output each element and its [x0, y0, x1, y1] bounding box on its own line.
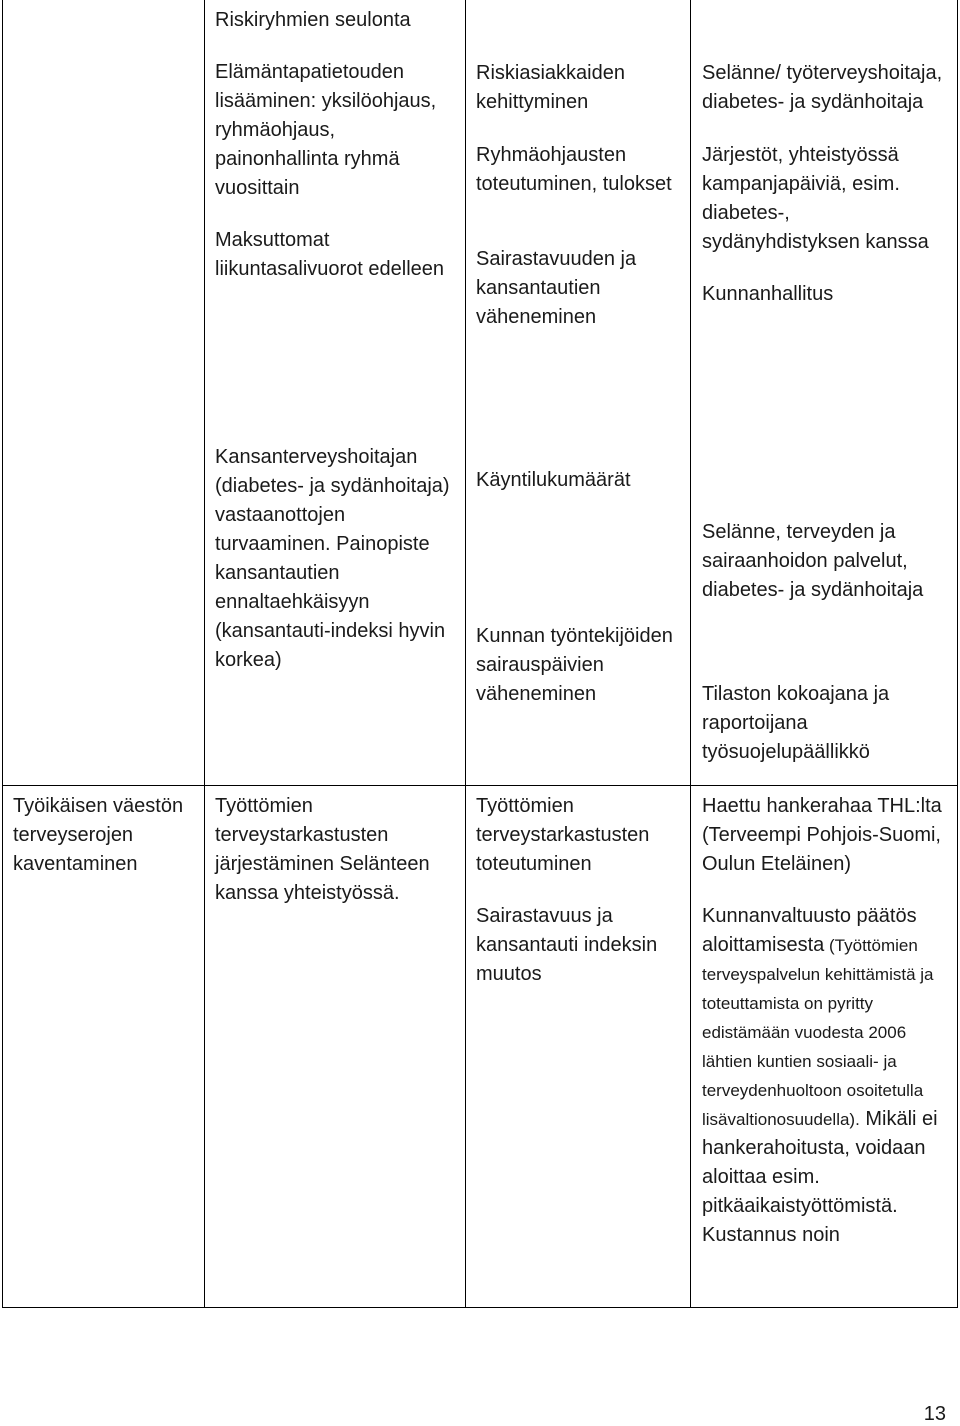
- table-cell-r3-c4: [702, 792, 952, 1250]
- table-border-left: [2, 0, 3, 1308]
- cell-paragraph: [702, 902, 952, 1250]
- table-cell-r2-c3: [476, 466, 681, 709]
- cell-paragraph: Maksuttomat liikuntasalivuorot edelleen: [215, 229, 445, 280]
- table-cell-r1-c4: [702, 59, 952, 309]
- cell-paragraph: Riskiryhmien seulonta: [215, 9, 411, 31]
- cell-paragraph: Järjestöt, yhteistyössä kampanjapäiviä, esim. diabetes-, sydänyhdistyksen kanssa: [702, 144, 929, 253]
- cell-paragraph: Haettu hankerahaa THL:lta (Terveempi Pohjois-Suomi, Oulun Eteläinen): [702, 795, 942, 875]
- table-cell-r3-c3: [476, 792, 681, 989]
- cell-paragraph: Tilaston kokoajana ja raportoijana työsuojelupäällikkö: [702, 683, 890, 763]
- cell-paragraph: Työttömien terveystarkastusten järjestäminen Selänteen kanssa yhteistyössä.: [215, 795, 430, 904]
- cell-paragraph: Ryhmäohjausten toteutuminen, tulokset: [476, 144, 672, 195]
- cell-text-small: (Työttömien terveyspalvelun kehittämistä ja toteuttamista on pyritty edistämään vuodesta 2006 lähtien kuntien sosiaali- ja terveydenhuoltoon osoitetulla lisävaltionosuudella).: [702, 936, 934, 1129]
- table-border-col2: [204, 0, 205, 1308]
- table-row-divider: [2, 785, 958, 786]
- cell-paragraph: Työttömien terveystarkastusten toteutuminen: [476, 795, 650, 875]
- page-number: 13: [923, 1403, 946, 1425]
- table-cell-r3-c1: [13, 792, 198, 879]
- cell-text: Kunnanvaltuusto päätös aloittamisesta: [702, 905, 917, 956]
- table-cell-r2-c4: [702, 518, 952, 767]
- table-border-right: [957, 0, 958, 1308]
- table-cell-r1-c2: [215, 6, 455, 284]
- cell-paragraph: Kansanterveyshoitajan (diabetes- ja sydänhoitaja) vastaanottojen turvaaminen. Painopiste kansantautien ennaltaehkäisyyn (kansantauti-indeksi hyvin korkea): [215, 446, 450, 671]
- table-cell-r2-c2: [215, 443, 455, 675]
- cell-paragraph: Riskiasiakkaiden kehittyminen: [476, 62, 625, 113]
- cell-paragraph: Selänne, terveyden ja sairaanhoidon palvelut, diabetes- ja sydänhoitaja: [702, 521, 924, 601]
- cell-paragraph: Elämäntapatietouden lisääminen: yksilöohjaus, ryhmäohjaus, painonhallinta ryhmä vuosittain: [215, 61, 437, 199]
- table-border-bottom: [2, 1307, 958, 1308]
- table-cell-r1-c3: [476, 59, 681, 332]
- cell-paragraph: Työikäisen väestön terveyserojen kaventaminen: [13, 795, 184, 875]
- cell-paragraph: Kunnanhallitus: [702, 283, 834, 305]
- cell-paragraph: Selänne/ työterveyshoitaja, diabetes- ja sydänhoitaja: [702, 62, 943, 113]
- table-border-col4: [690, 0, 691, 1308]
- cell-paragraph: Käyntilukumäärät: [476, 469, 631, 491]
- cell-paragraph: Kunnan työntekijöiden sairauspäivien väheneminen: [476, 625, 673, 705]
- cell-text: Mikäli ei hankerahoitusta, voidaan aloittaa esim. pitkäaikaistyöttömistä. Kustannus noin: [702, 1108, 938, 1246]
- cell-paragraph: Sairastavuuden ja kansantautien väheneminen: [476, 248, 637, 328]
- table-border-col3: [465, 0, 466, 1308]
- table-cell-r3-c2: [215, 792, 460, 908]
- cell-paragraph: Sairastavuus ja kansantauti indeksin muutos: [476, 905, 658, 985]
